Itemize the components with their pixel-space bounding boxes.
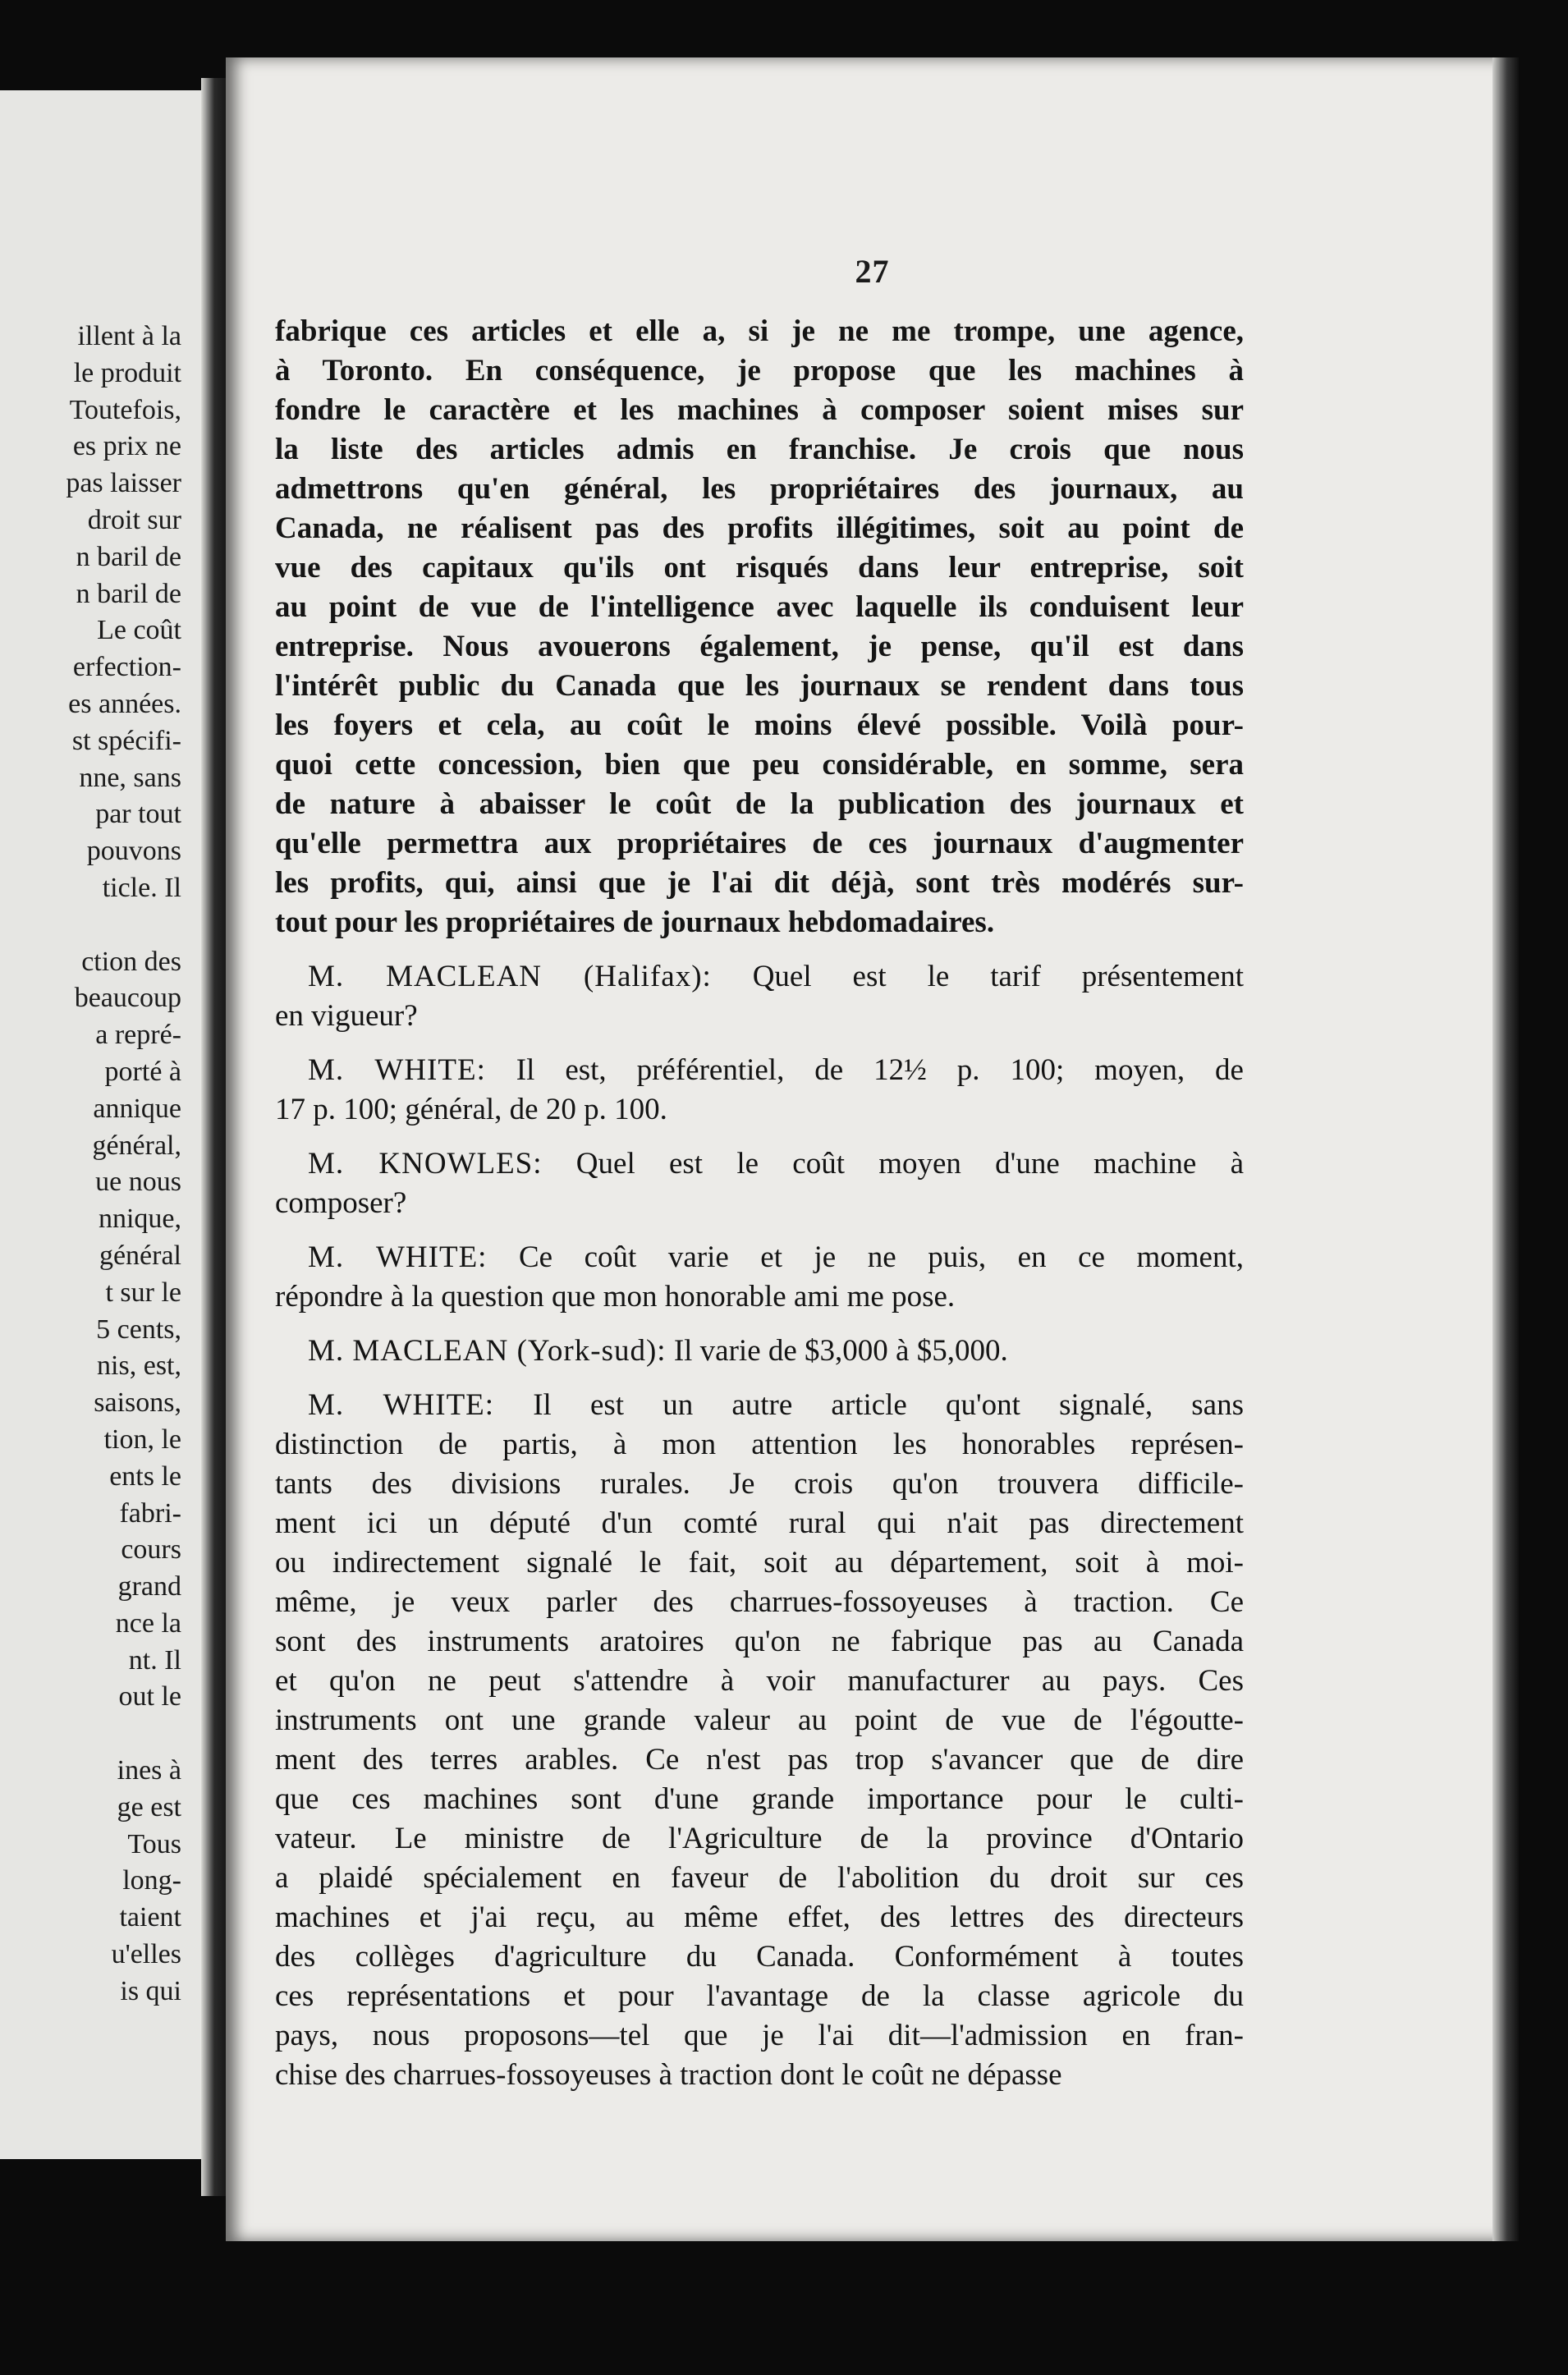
text-line: a plaidé spécialement en faveur de l'abolition du droit sur ces	[275, 1861, 1244, 1895]
text-line: tout pour les propriétaires de journaux hebdomadaires.	[275, 906, 995, 939]
left-page-line: ction des	[81, 946, 181, 977]
text-line	[275, 1386, 1244, 1425]
speech-text: Il varie de $3,000 à $5,000.	[666, 1334, 1008, 1368]
text-line: fondre le caractère et les machines à composer soient mises sur	[275, 393, 1244, 427]
page-number: 27	[855, 253, 890, 290]
left-facing-page	[0, 90, 201, 2159]
left-page-line: a repré-	[95, 1020, 181, 1051]
text-line	[275, 1332, 1244, 1371]
left-page-line: grand	[117, 1571, 181, 1602]
page-right-edge	[1492, 57, 1519, 2241]
left-page-line: st spécifi-	[71, 725, 181, 756]
speech-text: Quel est le tarif présentement	[711, 960, 1244, 993]
paragraph-gap	[275, 942, 1244, 957]
text-line	[275, 1051, 1244, 1090]
left-page-line: général,	[92, 1130, 181, 1161]
text-line: ment ici un député d'un comté rural qui n'ait pas directement	[275, 1506, 1244, 1540]
text-line: répondre à la question que mon honorable ami me pose.	[275, 1280, 956, 1314]
left-page-line: t sur le	[105, 1277, 181, 1308]
text-line: sont des instruments aratoires qu'on ne fabrique pas au Canada	[275, 1625, 1244, 1658]
text-line: fabrique ces articles et elle a, si je ne me trompe, une agence,	[275, 314, 1244, 348]
text-line: distinction de partis, à mon attention les honorables représen-	[275, 1428, 1244, 1461]
main-page	[226, 57, 1519, 2241]
debate-exchange	[275, 942, 1244, 2095]
text-line: les profits, qui, ainsi que je l'ai dit déjà, sont très modérés sur-	[275, 866, 1244, 900]
text-line: la liste des articles admis en franchise. Je crois que nous	[275, 433, 1244, 466]
text-line: ces représentations et pour l'avantage de la classe agricole du	[275, 1979, 1244, 2013]
left-page-line: long-	[122, 1865, 181, 1896]
left-page-line: droit sur	[87, 504, 181, 535]
text-line: instruments ont une grande valeur au point de vue de l'égoutte-	[275, 1703, 1244, 1737]
left-page-line: nne, sans	[79, 762, 181, 793]
speech-text: Il est un autre article qu'ont signalé, sans	[494, 1388, 1244, 1422]
left-page-line	[66, 907, 181, 944]
left-page-line: nce la	[115, 1607, 181, 1639]
text-line: chise des charrues-fossoyeuses à traction dont le coût ne dépasse	[275, 2058, 1062, 2092]
text-line	[275, 957, 1244, 997]
text-line: machines et j'ai reçu, au même effet, des lettres des directeurs	[275, 1900, 1244, 1934]
page-body	[275, 312, 1244, 2095]
speech-text: Il est, préférentiel, de 12½ p. 100; moyen, de	[485, 1053, 1244, 1087]
text-line: 17 p. 100; général, de 20 p. 100.	[275, 1093, 667, 1126]
text-line: tants des divisions rurales. Je crois qu'on trouvera difficile-	[275, 1467, 1244, 1501]
speaker-name: M. WHITE:	[308, 1240, 488, 1274]
text-line: l'intérêt public du Canada que les journaux se rendent dans tous	[275, 669, 1244, 703]
text-line: composer?	[275, 1186, 407, 1220]
speaker-name: M. MACLEAN (Halifax):	[308, 960, 712, 993]
left-page-line: ge est	[117, 1791, 181, 1823]
speaker-name: M. WHITE:	[308, 1388, 495, 1422]
left-page-text	[66, 319, 181, 2010]
paragraph-gap	[275, 1223, 1244, 1238]
left-page-line: ines à	[117, 1755, 181, 1786]
text-line: des collèges d'agriculture du Canada. Conformément à toutes	[275, 1940, 1244, 1974]
text-line	[275, 1238, 1244, 1277]
left-page-line: n baril de	[76, 541, 181, 572]
left-page-line: es années.	[68, 688, 181, 719]
speech-paragraph	[275, 957, 1244, 1036]
left-page-line: nt. Il	[128, 1644, 181, 1676]
speaker-name: M. WHITE:	[308, 1053, 486, 1087]
left-page-line: fabri-	[119, 1497, 181, 1529]
left-page-line: taient	[119, 1902, 181, 1933]
opening-paragraph	[275, 312, 1244, 942]
text-line: Canada, ne réalisent pas des profits illégitimes, soit au point de	[275, 511, 1244, 545]
text-line: en vigueur?	[275, 999, 418, 1033]
paragraph-gap	[275, 1317, 1244, 1332]
left-page-line: porté à	[104, 1056, 181, 1087]
speech-paragraph	[275, 1144, 1244, 1223]
speech-text: Ce coût varie et je ne puis, en ce moment,	[487, 1240, 1244, 1274]
text-line: admettrons qu'en général, les propriétaires des journaux, au	[275, 472, 1244, 506]
speech-paragraph	[275, 1238, 1244, 1317]
left-page-line: tion, le	[103, 1424, 181, 1455]
left-page-line: 5 cents,	[96, 1314, 181, 1345]
text-line: que ces machines sont d'une grande importance pour le culti-	[275, 1782, 1244, 1816]
text-line: pays, nous proposons—tel que je l'ai dit—l'admission en fran-	[275, 2019, 1244, 2052]
text-line: ou indirectement signalé le fait, soit au département, soit à moi-	[275, 1546, 1244, 1580]
left-page-line: général	[99, 1240, 181, 1271]
left-page-line: beaucoup	[74, 983, 181, 1014]
text-line: au point de vue de l'intelligence avec laquelle ils conduisent leur	[275, 590, 1244, 624]
left-page-line: nnique,	[98, 1204, 181, 1235]
left-page-line: cours	[121, 1534, 181, 1566]
text-line: à Toronto. En conséquence, je propose que les machines à	[275, 354, 1244, 387]
left-page-line: par tout	[95, 799, 181, 830]
left-page-line: ue nous	[95, 1167, 181, 1198]
text-line: et qu'on ne peut s'attendre à voir manufacturer au pays. Ces	[275, 1664, 1244, 1698]
text-line: entreprise. Nous avouerons également, je pense, qu'il est dans	[275, 630, 1244, 663]
left-page-line: annique	[93, 1093, 181, 1124]
text-line	[275, 1144, 1244, 1184]
left-page-line: pas laisser	[66, 468, 181, 499]
speech-text: Quel est le coût moyen d'une machine à	[542, 1147, 1245, 1181]
speech-paragraph	[275, 1051, 1244, 1130]
left-page-line: erfection-	[72, 652, 181, 683]
left-page-line: illent à la	[77, 321, 181, 351]
left-page-line: Toutefois,	[69, 394, 181, 425]
left-page-line: pouvons	[86, 836, 181, 867]
text-line: de nature à abaisser le coût de la publication des journaux et	[275, 787, 1244, 821]
left-page-line: Le coût	[97, 615, 181, 646]
speech-paragraph	[275, 1386, 1244, 2095]
left-page-line: Tous	[127, 1828, 181, 1859]
left-page-line: es prix ne	[72, 431, 181, 462]
text-line: ment des terres arables. Ce n'est pas trop s'avancer que de dire	[275, 1743, 1244, 1777]
text-line: quoi cette concession, bien que peu considérable, en somme, sera	[275, 748, 1244, 782]
speaker-name: M. MACLEAN (York-sud):	[308, 1334, 667, 1368]
text-line: les foyers et cela, au coût le moins élevé possible. Voilà pour-	[275, 708, 1244, 742]
text-line: vateur. Le ministre de l'Agriculture de la province d'Ontario	[275, 1822, 1244, 1855]
speaker-name: M. KNOWLES:	[308, 1147, 543, 1181]
text-line: qu'elle permettra aux propriétaires de ces journaux d'augmenter	[275, 827, 1244, 860]
text-line: même, je veux parler des charrues-fossoyeuses à traction. Ce	[275, 1585, 1244, 1619]
paragraph-gap	[275, 1130, 1244, 1144]
left-page-line	[66, 1716, 181, 1753]
text-line: vue des capitaux qu'ils ont risqués dans leur entreprise, soit	[275, 551, 1244, 585]
speech-paragraph	[275, 1332, 1244, 1371]
left-page-line: saisons,	[94, 1387, 181, 1419]
paragraph-gap	[275, 1371, 1244, 1386]
left-page-line: ents le	[109, 1460, 181, 1492]
left-page-line: u'elles	[111, 1939, 181, 1970]
left-page-line: out le	[118, 1681, 181, 1712]
left-page-line: nis, est,	[97, 1350, 181, 1382]
left-page-line: is qui	[120, 1975, 181, 2006]
left-page-line: n baril de	[76, 578, 181, 609]
left-page-line: le produit	[73, 357, 181, 388]
paragraph-gap	[275, 1036, 1244, 1051]
left-page-line: ticle. Il	[102, 872, 181, 903]
